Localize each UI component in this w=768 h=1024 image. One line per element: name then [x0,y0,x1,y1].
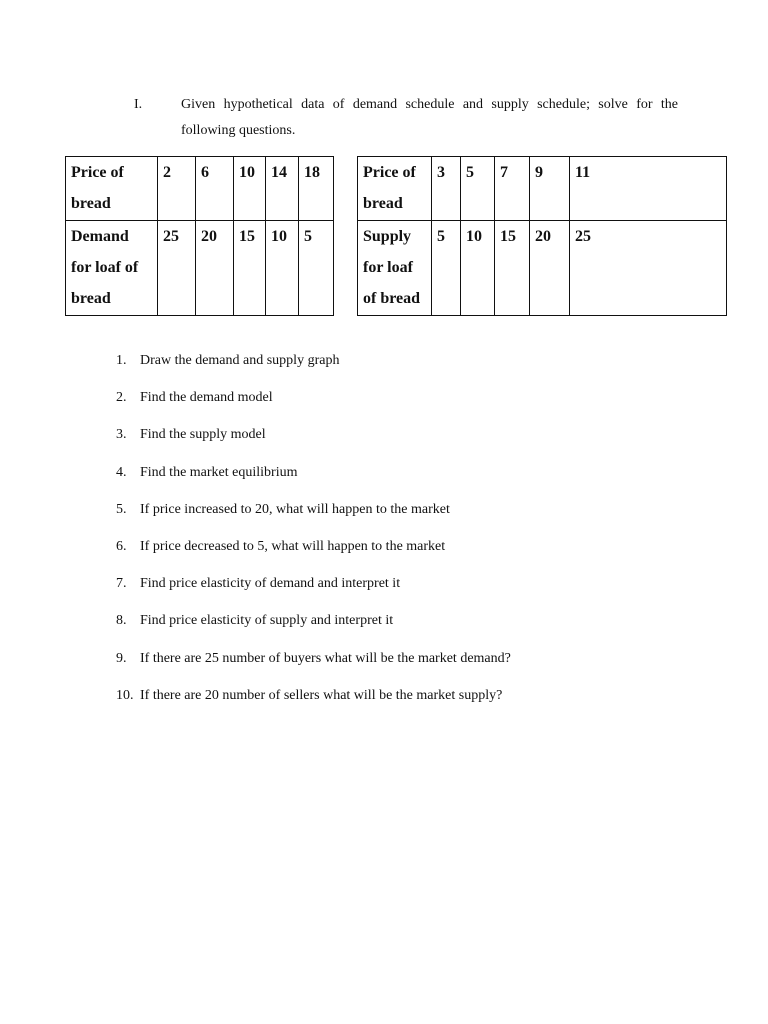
supply-quantity-cell: 15 [495,221,530,316]
demand-price-cell: 14 [266,157,299,221]
question-text: Find the market equilibrium [140,464,298,480]
supply-price-row [358,157,727,221]
supply-price-cell: 9 [530,157,570,221]
demand-price-label: Price of bread [66,157,158,221]
question-number: 3. [116,427,127,443]
supply-quantity-cell: 10 [461,221,495,316]
demand-schedule-table [65,156,334,316]
question-number: 7. [116,576,127,592]
question-number: 6. [116,538,127,554]
section-instructions: Given hypothetical data of demand schedule and supply schedule; solve for the following questions. [181,97,678,138]
question-list [116,348,716,720]
question-text: If price increased to 20, what will happen to the market [140,501,450,517]
demand-quantity-row [66,221,334,316]
supply-price-cell: 11 [570,157,727,221]
question-item [116,646,716,683]
question-item [116,608,716,645]
question-number: 9. [116,650,127,666]
demand-price-cell: 10 [234,157,266,221]
question-item [116,683,716,720]
demand-price-cell: 2 [158,157,196,221]
question-number: 8. [116,613,127,629]
supply-quantity-cell: 25 [570,221,727,316]
supply-quantity-cell: 5 [432,221,461,316]
question-item [116,571,716,608]
demand-quantity-cell: 5 [299,221,334,316]
question-number: 2. [116,390,127,406]
question-item [116,460,716,497]
question-item [116,422,716,459]
section-number: I. [134,97,143,112]
demand-price-row [66,157,334,221]
supply-quantity-cell: 20 [530,221,570,316]
demand-quantity-cell: 15 [234,221,266,316]
demand-quantity-cell: 20 [196,221,234,316]
question-number: 4. [116,464,127,480]
supply-price-cell: 5 [461,157,495,221]
demand-price-cell: 18 [299,157,334,221]
demand-quantity-cell: 10 [266,221,299,316]
question-text: Find price elasticity of supply and interpret it [140,613,394,629]
question-text: If price decreased to 5, what will happen to the market [140,538,446,554]
question-number: 10. [116,687,134,703]
question-text: Draw the demand and supply graph [140,353,340,368]
question-item [116,497,716,534]
question-item [116,534,716,571]
question-text: If there are 25 number of buyers what will be the market demand? [140,650,511,666]
supply-quantity-row [358,221,727,316]
question-item [116,385,716,422]
question-number: 1. [116,353,127,368]
supply-schedule-table [357,156,727,316]
question-text: If there are 20 number of sellers what will be the market supply? [140,687,503,703]
question-text: Find price elasticity of demand and interpret it [140,576,401,592]
demand-price-cell: 6 [196,157,234,221]
demand-quantity-cell: 25 [158,221,196,316]
question-text: Find the demand model [140,390,273,406]
question-text: Find the supply model [140,427,266,443]
supply-price-cell: 7 [495,157,530,221]
demand-quantity-label: Demand for loaf of bread [66,221,158,316]
supply-price-cell: 3 [432,157,461,221]
supply-price-label: Price of bread [358,157,432,221]
question-number: 5. [116,501,127,517]
question-item [116,348,716,385]
supply-quantity-label: Supply for loaf of bread [358,221,432,316]
